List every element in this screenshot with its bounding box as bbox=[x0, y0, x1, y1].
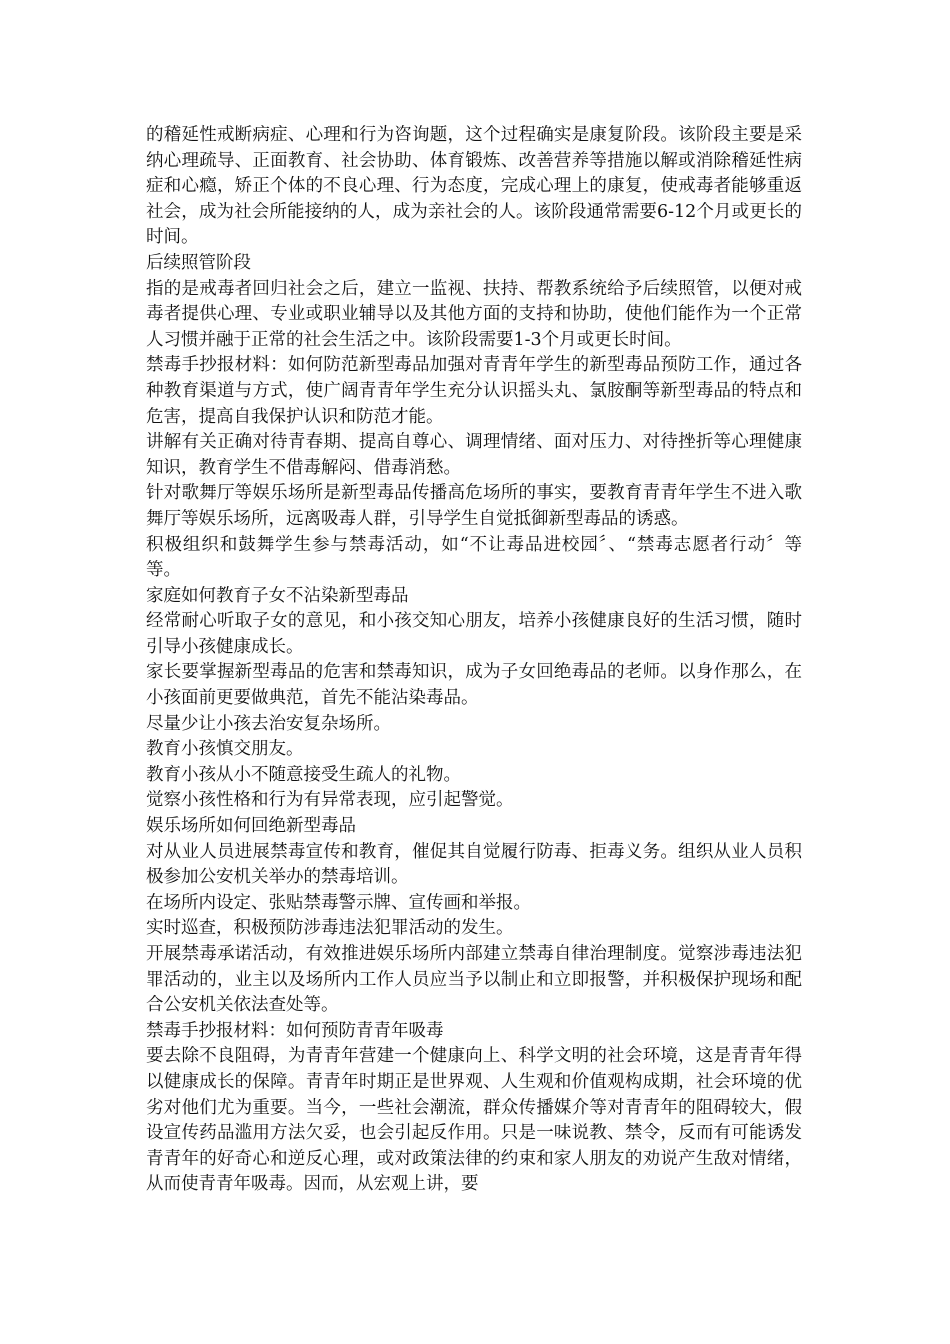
heading-entertainment-refuse: 娱乐场所如何回绝新型毒品 bbox=[146, 816, 356, 837]
document-page bbox=[146, 123, 802, 1198]
body-paragraph-rehab-stage: 的稽延性戒断病症、心理和行为咨询题，这个过程确实是康复阶段。该阶段主要是采纳心理疏导、正面教育、社会协助、体育锻炼、改善营养等措施以解或消除稽延性病症和心瘾，矫正个体的不良心理、行为态度，完成心理上的康复，使戒毒者能够重返社会，成为社会所能接纳的人，成为亲社会的人。该阶段通常需要6-12个月或更长的时间。 bbox=[146, 125, 802, 248]
body-paragraph-staff-education: 对从业人员进展禁毒宣传和教育，催促其自觉履行防毒、拒毒义务。组织从业人员积极参加公安机关举办的禁毒培训。 bbox=[146, 841, 802, 888]
body-paragraph-patrol: 实时巡查，积极预防涉毒违法犯罪活动的发生。 bbox=[146, 918, 514, 939]
body-paragraph-avoid-complex-places: 尽量少让小孩去治安复杂场所。 bbox=[146, 713, 391, 734]
body-paragraph-anti-drug-activities: 积极组织和鼓舞学生参与禁毒活动，如“不让毒品进校园〞、“禁毒志愿者行动〞等等。 bbox=[146, 534, 802, 581]
body-paragraph-pledge-activities: 开展禁毒承诺活动，有效推进娱乐场所内部建立禁毒自律治理制度。觉察涉毒违法犯罪活动的，业主以及场所内工作人员应当予以制止和立即报警，并积极保护现场和配合公安机关依法查处等。 bbox=[146, 944, 802, 1016]
heading-prevent-youth-drug-use: 禁毒手抄报材料：如何预防青青年吸毒 bbox=[146, 1020, 444, 1041]
body-paragraph-parents-knowledge: 家长要掌握新型毒品的危害和禁毒知识，成为子女回绝毒品的老师。以身作那么，在小孩面前更要做典范，首先不能沾染毒品。 bbox=[146, 662, 802, 709]
body-paragraph-stranger-gifts: 教育小孩从小不随意接受生疏人的礼物。 bbox=[146, 764, 461, 785]
body-paragraph-social-environment: 要去除不良阻碍，为青青年营建一个健康向上、科学文明的社会环境，这是青青年得以健康成长的保障。青青年时期正是世界观、人生观和价值观构成期，社会环境的优劣对他们尤为重要。当今，一些社会潮流，群众传播媒介等对青青年的阻碍较大，假设宣传药品滥用方法欠妥，也会引起反作用。只是一味说教、禁令，反而有可能诱发青青年的好奇心和逆反心理，或对政策法律的约束和家人朋友的劝说产生敌对情绪，从而使青青年吸毒。因而，从宏观上讲，要 bbox=[146, 1046, 802, 1195]
body-paragraph-prevent-new-drugs: 禁毒手抄报材料：如何防范新型毒品加强对青青年学生的新型毒品预防工作，通过各种教育渠道与方式，使广阔青青年学生充分认识摇头丸、氯胺酮等新型毒品的特点和危害，提高自我保护认识和防范才能。 bbox=[146, 355, 802, 427]
heading-family-education: 家庭如何教育子女不沾染新型毒品 bbox=[146, 585, 409, 606]
body-paragraph-choose-friends: 教育小孩慎交朋友。 bbox=[146, 739, 304, 760]
body-paragraph-aftercare: 指的是戒毒者回归社会之后，建立一监视、扶持、帮教系统给予后续照管，以便对戒毒者提供心理、专业或职业辅导以及其他方面的支持和协助，使他们能作为一个正常人习惯并融于正常的社会生活之中。该阶段需要1-3个月或更长时间。 bbox=[146, 278, 802, 350]
heading-aftercare-stage: 后续照管阶段 bbox=[146, 252, 251, 273]
body-paragraph-warning-signs: 在场所内设定、张贴禁毒警示牌、宣传画和举报。 bbox=[146, 892, 531, 913]
body-paragraph-entertainment-venues: 针对歌舞厅等娱乐场所是新型毒品传播高危场所的事实，要教育青青年学生不进入歌舞厅等娱乐场所，远离吸毒人群，引导学生自觉抵御新型毒品的诱惑。 bbox=[146, 483, 802, 529]
body-paragraph-mental-health: 讲解有关正确对待青春期、提高自尊心、调理情绪、面对压力、对待挫折等心理健康知识，教育学生不借毒解闷、借毒消愁。 bbox=[146, 432, 802, 478]
body-paragraph-listen-to-children: 经常耐心听取子女的意见，和小孩交知心朋友，培养小孩健康良好的生活习惯，随时引导小孩健康成长。 bbox=[146, 611, 802, 657]
body-paragraph-abnormal-behavior: 觉察小孩性格和行为有异常表现，应引起警觉。 bbox=[146, 790, 514, 811]
